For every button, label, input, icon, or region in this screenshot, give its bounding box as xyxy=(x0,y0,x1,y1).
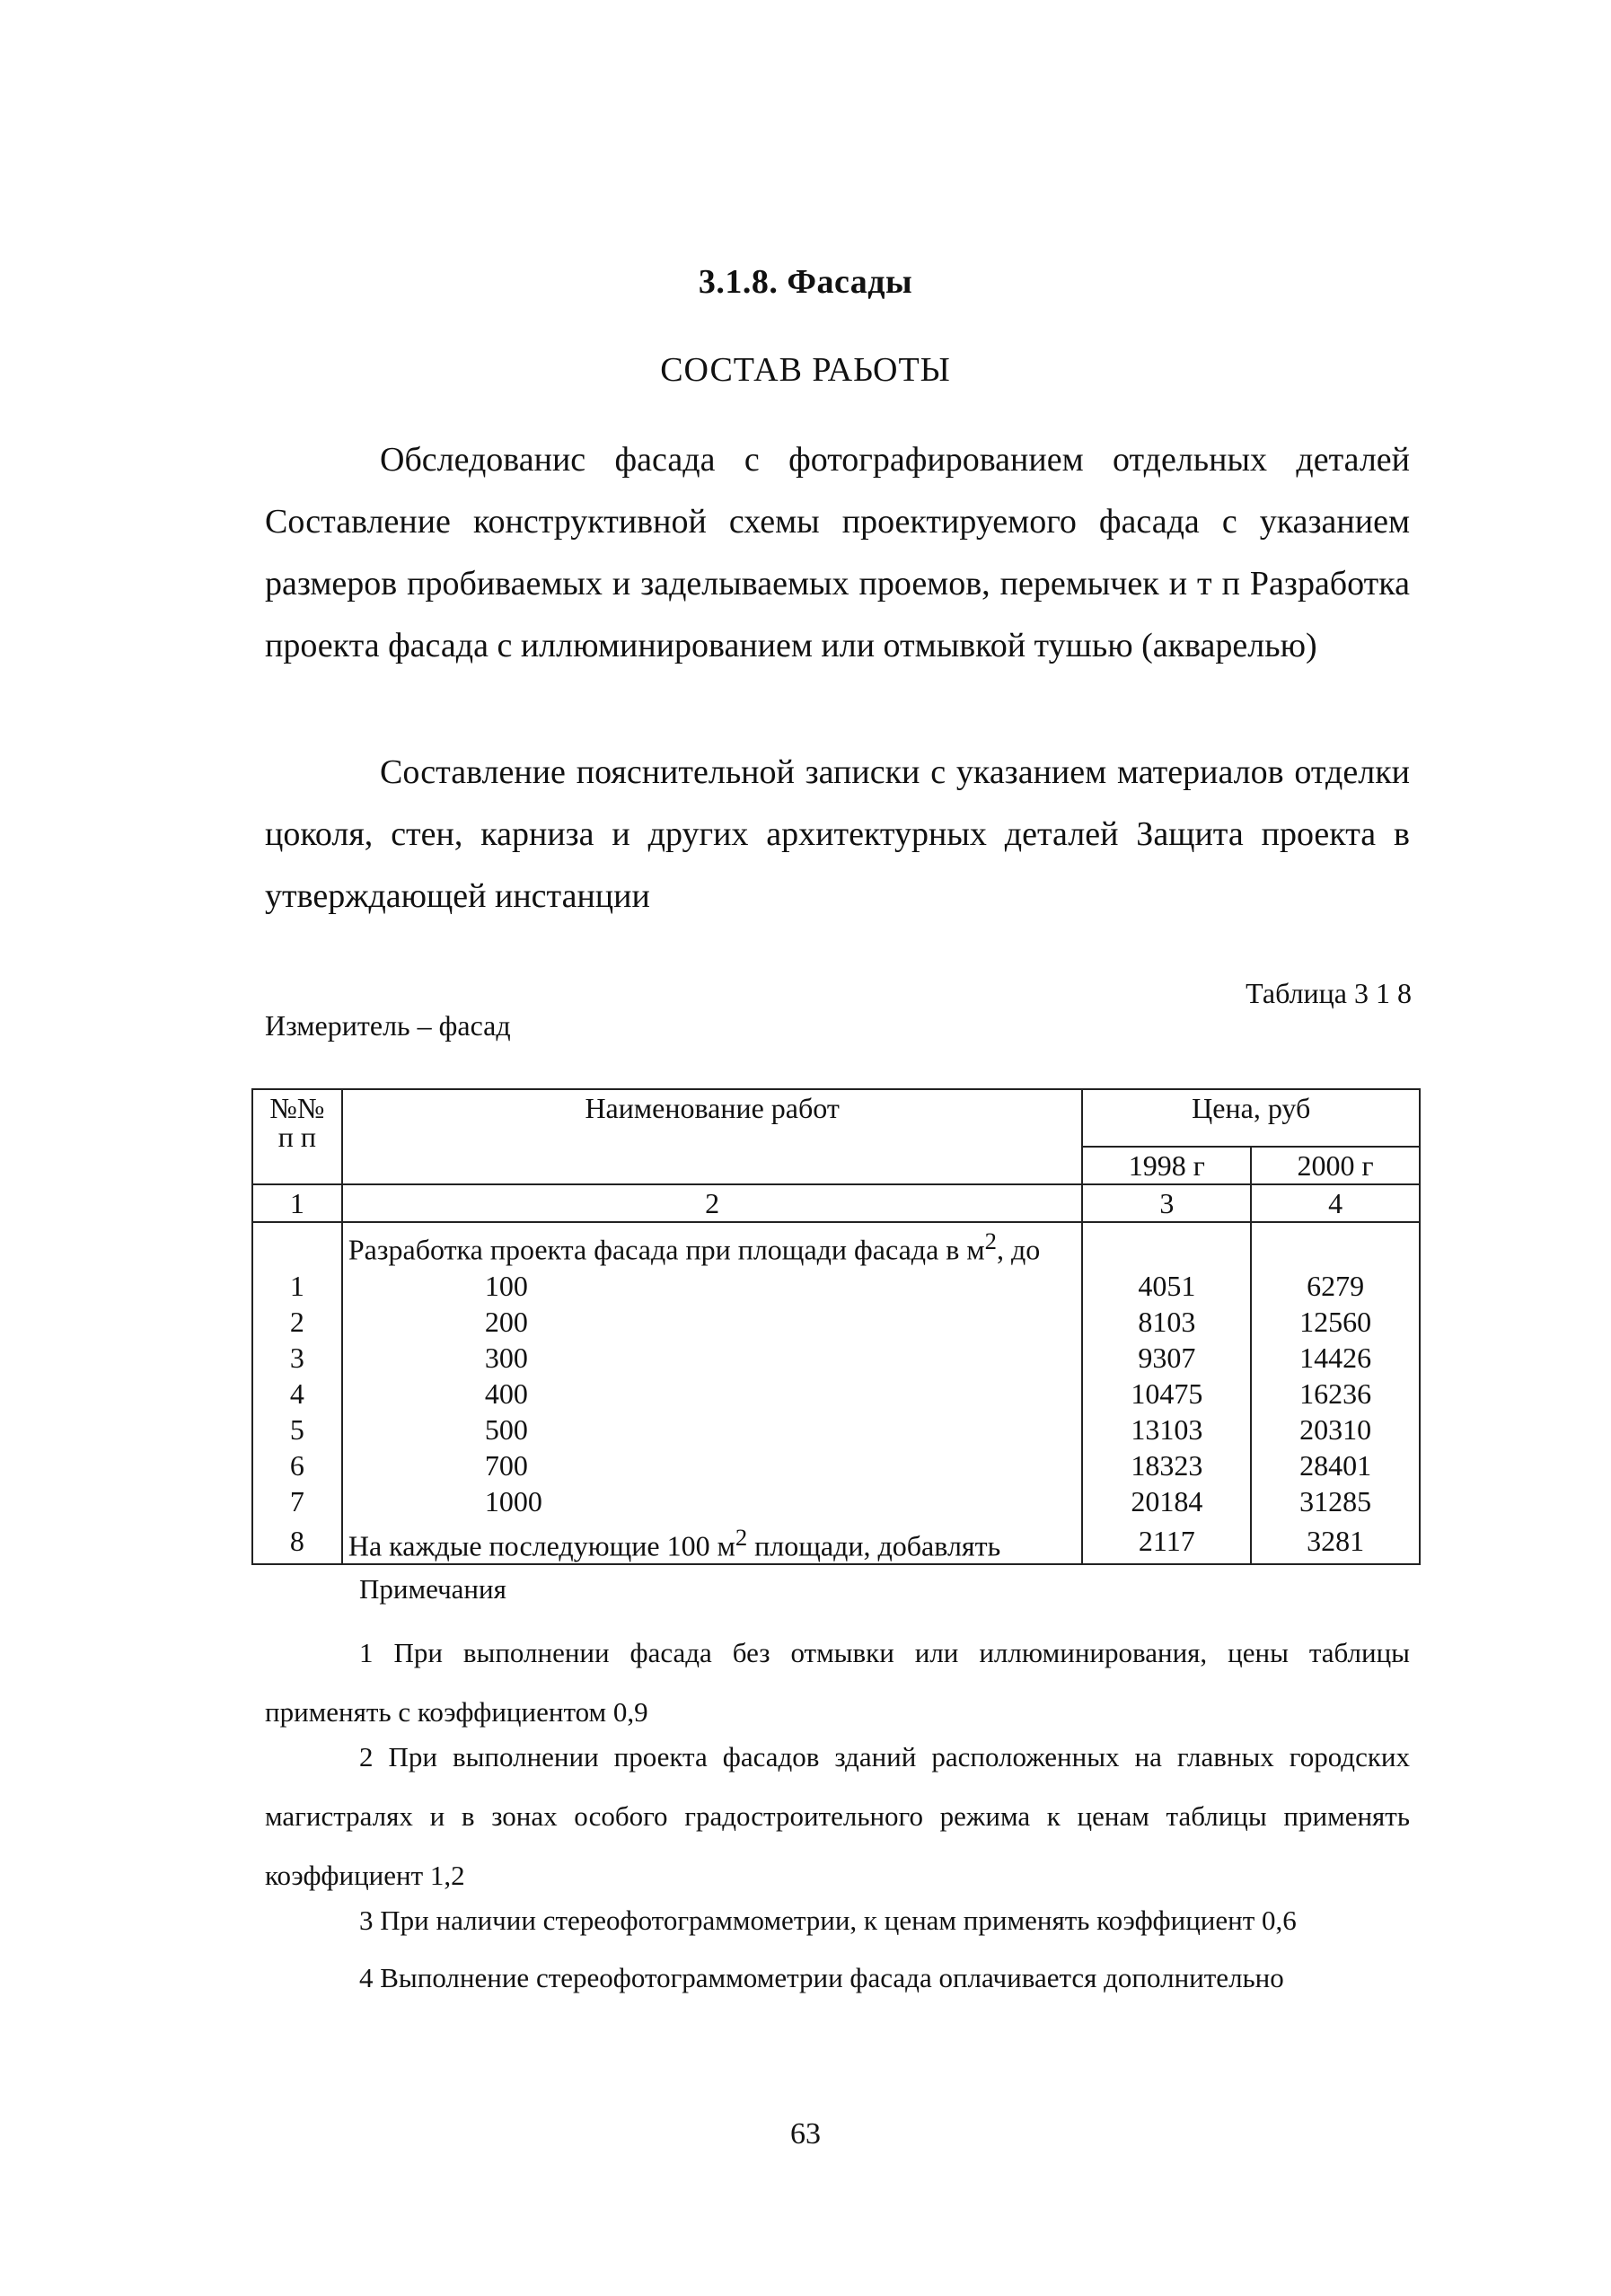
group-label-sup: 2 xyxy=(984,1227,997,1254)
row-area: 200 xyxy=(342,1304,1083,1340)
row-price-1998: 20184 xyxy=(1082,1483,1251,1519)
row-price-1998: 13103 xyxy=(1082,1412,1251,1447)
row-price-1998: 8103 xyxy=(1082,1304,1251,1340)
row-additional-tail: площади, добавлять xyxy=(747,1529,1001,1562)
table-caption: Таблица 3 1 8 xyxy=(1246,977,1412,1009)
row-price-1998: 10475 xyxy=(1082,1376,1251,1412)
row-num: 1 xyxy=(252,1268,342,1304)
row-price-2000: 16236 xyxy=(1251,1376,1420,1412)
group-label-row xyxy=(252,1222,1420,1268)
section-heading: 3.1.8. Фасады xyxy=(698,263,913,301)
row-num: 3 xyxy=(252,1340,342,1376)
page-number: 63 xyxy=(790,2117,821,2151)
price-table xyxy=(251,1088,1421,1565)
row-num: 4 xyxy=(252,1376,342,1412)
notes-title: Примечания xyxy=(359,1573,506,1605)
table-row xyxy=(252,1376,1420,1412)
header-price-cell: Цена, руб xyxy=(1082,1089,1420,1147)
table-row xyxy=(252,1304,1420,1340)
note-4: 4 Выполнение стереофотограммометрии фасада оплачивается дополнительно xyxy=(359,1962,1284,1993)
row-area: 1000 xyxy=(342,1483,1083,1519)
group-label xyxy=(342,1222,1083,1268)
row-num: 6 xyxy=(252,1447,342,1483)
row-additional-label xyxy=(342,1519,1083,1565)
table-row xyxy=(252,1268,1420,1304)
row-area: 300 xyxy=(342,1340,1083,1376)
row-num: 8 xyxy=(252,1519,342,1565)
row-area: 700 xyxy=(342,1447,1083,1483)
header-year-1998: 1998 г xyxy=(1082,1147,1251,1184)
group-num-cell xyxy=(252,1222,342,1268)
row-additional-sup: 2 xyxy=(735,1523,748,1551)
row-num: 7 xyxy=(252,1483,342,1519)
column-number: 3 xyxy=(1082,1184,1251,1222)
column-number: 4 xyxy=(1251,1184,1420,1222)
column-number: 1 xyxy=(252,1184,342,1222)
table-row xyxy=(252,1483,1420,1519)
row-area: 500 xyxy=(342,1412,1083,1447)
table-row xyxy=(252,1447,1420,1483)
paragraph-note-writing: Составление пояснительной записки с указанием материалов отделки цоколя, стен, карниза и других архитектурных деталей Защита проекта в утверждающей инстанции xyxy=(265,753,1410,915)
row-price-2000: 14426 xyxy=(1251,1340,1420,1376)
row-price-2000: 31285 xyxy=(1251,1483,1420,1519)
note-1: 1 При выполнении фасада без отмывки или иллюминирования, цены таблицы применять с коэффициентом 0,9 xyxy=(265,1637,1410,1728)
table-row xyxy=(252,1412,1420,1447)
group-label-text: Разработка проекта фасада при площади фасада в м xyxy=(348,1233,985,1266)
row-price-2000: 3281 xyxy=(1251,1519,1420,1565)
table-row xyxy=(252,1340,1420,1376)
group-label-tail: , до xyxy=(996,1233,1041,1266)
note-3: 3 При наличии стереофотограммометрии, к ценам применять коэффициент 0,6 xyxy=(359,1905,1297,1936)
header-num-cell xyxy=(252,1089,342,1184)
row-price-1998: 18323 xyxy=(1082,1447,1251,1483)
column-number-row xyxy=(252,1184,1420,1222)
row-num: 2 xyxy=(252,1304,342,1340)
row-num: 5 xyxy=(252,1412,342,1447)
header-num-line1: №№ xyxy=(269,1092,325,1124)
group-price-2000 xyxy=(1251,1222,1420,1268)
row-additional-text: На каждые последующие 100 м xyxy=(348,1529,735,1562)
column-number: 2 xyxy=(342,1184,1083,1222)
note-2: 2 При выполнении проекта фасадов зданий расположенных на главных городских магистралях и в зонах особого градостроительного режима к ценам таблицы применять коэффициент 1,2 xyxy=(265,1741,1410,1891)
row-price-2000: 12560 xyxy=(1251,1304,1420,1340)
row-price-2000: 28401 xyxy=(1251,1447,1420,1483)
row-price-1998: 4051 xyxy=(1082,1268,1251,1304)
row-price-1998: 9307 xyxy=(1082,1340,1251,1376)
group-price-1998 xyxy=(1082,1222,1251,1268)
header-name-cell: Наименование работ xyxy=(342,1089,1083,1184)
work-heading: СОСТАВ РАЬОТЫ xyxy=(660,351,951,389)
meter-label: Измеритель – фасад xyxy=(265,1009,511,1042)
row-price-1998: 2117 xyxy=(1082,1519,1251,1565)
table-header-row xyxy=(252,1089,1420,1147)
header-num-line2: п п xyxy=(277,1121,317,1153)
table-row-additional xyxy=(252,1519,1420,1565)
paragraph-survey: Обследованис фасада с фотографированием отдельных деталей Составление конструктивной схемы проектируемого фасада с указанием размеров пробиваемых и заделываемых проемов, перемычек и т п Разработка проекта фасада с иллюминированием или отмывкой тушью (акварелью) xyxy=(265,441,1410,664)
row-price-2000: 20310 xyxy=(1251,1412,1420,1447)
row-price-2000: 6279 xyxy=(1251,1268,1420,1304)
row-area: 100 xyxy=(342,1268,1083,1304)
header-year-2000: 2000 г xyxy=(1251,1147,1420,1184)
row-area: 400 xyxy=(342,1376,1083,1412)
